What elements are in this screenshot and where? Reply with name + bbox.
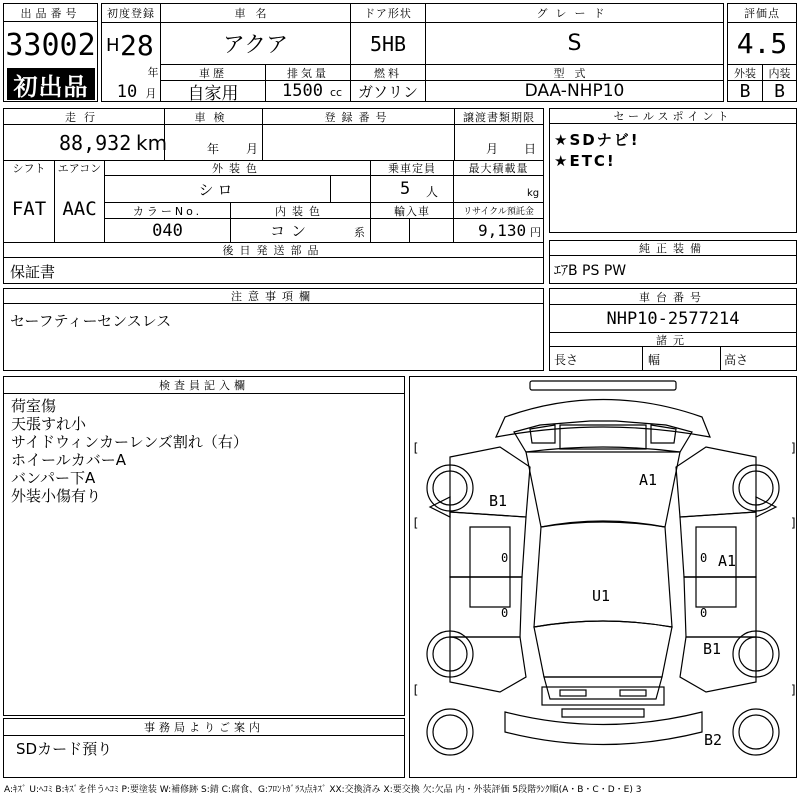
maxload-unit: kg: [527, 187, 540, 199]
fuel-label: 燃料: [351, 65, 425, 80]
insp-month-unit: 月: [246, 141, 259, 156]
inspector-label: 検査員記入欄: [4, 377, 404, 394]
displacement: 1500: [282, 81, 323, 101]
score: 4.5: [736, 27, 788, 60]
inspector-note: 天張すれ小: [11, 415, 87, 433]
model-label: 型式: [426, 65, 723, 80]
inspector-note: サイドウィンカーレンズ割れ（右）: [11, 433, 248, 451]
score-box: [727, 3, 797, 102]
diagram-zero: 0: [501, 551, 509, 565]
mileage-unit: km: [136, 131, 168, 155]
later-parts: 保証書: [10, 262, 56, 281]
equipment-value: ｴｱB PS PW: [554, 263, 627, 279]
sales-point: ★SDナビ!: [554, 130, 640, 149]
int-color-suffix: 系: [354, 226, 365, 239]
chassis-box: [549, 288, 797, 371]
insp-year-unit: 年: [207, 141, 220, 156]
height-label: 高さ: [724, 352, 749, 367]
inspection-label: 車検: [165, 109, 262, 124]
diagram-bracket: ]: [790, 516, 798, 530]
car-history: 自家用: [187, 83, 239, 104]
reg-year: 28: [120, 28, 154, 62]
sales-point-box: [549, 108, 797, 233]
ext-color: シロ: [198, 180, 237, 199]
shift: FAT: [11, 198, 47, 220]
detail-box: [3, 108, 544, 284]
diagram-bracket: ]: [790, 683, 798, 697]
inspector-box: [3, 376, 405, 716]
color-no-label: カラーNo.: [105, 203, 230, 218]
diagram-bracket: [: [412, 516, 420, 530]
equipment-box: [549, 240, 797, 284]
year-unit: 年: [147, 66, 159, 79]
car-outline-diagram: [410, 377, 796, 777]
import-label: 輸入車: [371, 203, 453, 218]
capacity: 5: [400, 179, 411, 199]
office-value: SDカード預り: [16, 739, 113, 758]
damage-mark: A1: [639, 471, 658, 489]
caution-box: [3, 288, 544, 371]
diagram-zero: 0: [700, 606, 708, 620]
diagram-zero: 0: [700, 551, 708, 565]
damage-mark: A1: [718, 552, 737, 570]
office-box: [3, 718, 405, 778]
width-label: 幅: [648, 352, 661, 367]
int-color: コン: [269, 222, 312, 240]
color-no: 040: [152, 220, 183, 241]
lot-box: [3, 3, 98, 102]
equipment-label: 純正装備: [550, 241, 796, 256]
lot-no: 33002: [5, 27, 96, 63]
plate-label: 登録番号: [263, 109, 454, 124]
fuel: ガソリン: [357, 82, 418, 101]
first-listing-badge: 初出品: [7, 68, 95, 100]
displacement-label: 排気量: [266, 65, 350, 80]
grade-label: グレード: [426, 4, 723, 22]
displacement-unit: cc: [330, 86, 343, 99]
inspector-note: 荷室傷: [11, 397, 57, 415]
maxload-label: 最大積載量: [454, 161, 543, 175]
car-name: アクア: [222, 33, 289, 58]
first-reg-label: 初度登録: [102, 4, 160, 22]
inspector-note: 外装小傷有り: [11, 487, 102, 505]
era-letter: H: [106, 34, 120, 56]
car-name-label: 車名: [161, 4, 350, 22]
mileage-label: 走行: [4, 109, 164, 124]
mileage: 88,932: [59, 131, 132, 155]
door: 5HB: [369, 31, 407, 56]
car-diagram: [409, 376, 797, 778]
reg-month: 10: [116, 81, 138, 102]
capacity-label: 乗車定員: [371, 161, 453, 175]
damage-mark: B1: [489, 492, 508, 510]
chassis-no: NHP10-2577214: [606, 308, 740, 329]
transfer-month-unit: 月: [486, 141, 499, 156]
inspector-note: ホイールカバーA: [11, 451, 126, 469]
damage-mark: U1: [592, 587, 611, 605]
lot-no-label: 出品番号: [4, 4, 97, 22]
sales-label: セールスポイント: [550, 109, 796, 124]
sales-point: ★ETC!: [554, 152, 616, 170]
chassis-label: 車台番号: [550, 289, 796, 304]
exterior-label: 外装: [734, 66, 756, 80]
damage-mark: B2: [704, 731, 723, 749]
legend-text: A:ｷｽﾞ U:ﾍｺﾐ B:ｷｽﾞを伴うﾍｺﾐ P:要塗装 W:補修跡 S:錆 C:腐食、G:ﾌﾛﾝﾄｶﾞﾗｽ点ｷｽﾞ XX:交換済み X:要交換 欠:欠品 内・外装評価 5段階ﾗﾝｸ順(A・B・C・D・E) 3: [4, 784, 642, 795]
grade: S: [567, 31, 582, 56]
score-label: 評価点: [728, 4, 796, 22]
top-info-box: [101, 3, 724, 102]
model: DAA-NHP10: [524, 81, 625, 101]
door-label: ドア形状: [351, 4, 425, 22]
interior-score: B: [774, 80, 785, 102]
ac-label: エアコン: [55, 161, 104, 175]
recycle-label: リサイクル預託金: [454, 203, 543, 218]
month-unit: 月: [145, 86, 157, 100]
diagram-zero: 0: [501, 606, 509, 620]
car-history-label: 車歴: [161, 65, 265, 80]
capacity-unit: 人: [426, 184, 439, 199]
spec-label: 諸元: [550, 333, 796, 346]
office-label: 事務局よりご案内: [4, 719, 404, 736]
recycle-unit: 円: [530, 226, 541, 239]
recycle: 9,130: [478, 221, 527, 240]
transfer-day-unit: 日: [524, 141, 537, 156]
inspector-note: バンパー下A: [11, 469, 96, 487]
diagram-bracket: ]: [790, 441, 798, 455]
exterior-score: B: [739, 80, 751, 102]
later-parts-label: 後日発送部品: [4, 243, 543, 257]
shift-label: シフト: [4, 161, 54, 175]
diagram-bracket: [: [412, 683, 420, 697]
int-color-label: 内装色: [231, 203, 370, 218]
ac: AAC: [62, 198, 97, 220]
caution-label: 注意事項欄: [4, 289, 543, 304]
caution-value: セーフティーセンスレス: [10, 311, 172, 330]
ext-color-label: 外装色: [105, 161, 370, 175]
transfer-label: 譲渡書類期限: [455, 109, 543, 124]
interior-label: 内装: [768, 66, 791, 80]
length-label: 長さ: [554, 352, 579, 367]
damage-mark: B1: [703, 640, 722, 658]
diagram-bracket: [: [412, 441, 420, 455]
